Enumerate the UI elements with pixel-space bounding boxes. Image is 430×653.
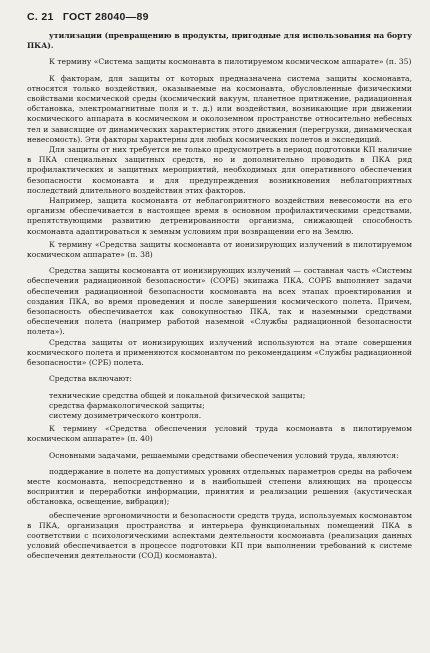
paragraph-main-tasks: Основными задачами, решаемыми средствами обеспечения условий труда, являются: [49,450,399,460]
list-item-technical-means: технические средства общей и локальной физической защиты; [49,390,306,400]
term-reference-work-conditions: К термину «Средства обеспечения условий труда космонавта в пилотируемом космическом аппарате» (п. 40) [27,424,412,444]
paragraph-utilization: утилизации (превращению в продукты, пригодные для использования на борту ПКА). [27,31,412,51]
means-include-heading: Средства включают: [49,374,132,384]
paragraph-protection-measures: Для защиты от них требуется не только предусмотреть в период подготовки КП наличие в ПКА специальных защитных средств, но и дополнительно проводить в ПКА ряд профилактических и защитных мероприятий, необходимых для оперативного обеспечения безопасности космонавта и для предупреждения возникновения неблагоприятных последствий длительного воздействия этих факторов. [27,145,412,195]
list-item-pharmacological-means: средства фармакологической защиты; [49,400,205,410]
page-header [27,11,412,25]
paragraph-environment-parameters: поддержание в полете на допустимых уровнях отдельных параметров среды на рабочем месте космонавта, непосредственно и в наибольшей степени влияющих на процессы восприятия и переработки информации, принятия и реализации решения (акустическая обстановка, освещение, вибрация); [27,466,412,507]
standard-designation: ГОСТ 28040—89 [62,11,149,23]
term-reference-radiation-protection: К термину «Средства защиты космонавта от ионизирующих излучений в пилотируемом космическом аппарате» (п. 38) [27,239,412,260]
page-number: С. 21 [27,11,54,23]
document-body [27,31,412,562]
list-item-dosimetric-control: систему дозиметрического контроля. [49,410,202,420]
paragraph-sorb: Средства защиты космонавта от ионизирующих излучений — составная часть «Системы обеспечения радиационной безопасности» (СОРБ) экипажа ПКА. СОРБ выполняет задачи обеспечения радиационной безопасности космонавта на всех этапах проектирования и создания ПКА, во время проведения и после завершения космического полета. Причем, безопасность обеспечивается как совокупностью ПКА, так и наземными средствами обеспечения полета (например работой наземной «Службы радиационной безопасности полета»). [27,266,412,337]
paragraph-ergonomics: обеспечение эргономичности и безопасности средств труда, используемых космонавтом в ПКА, организация пространства и интерьера функциональных помещений ПКА в соответствии с психологическими аспектами деятельности космонавта (реализация данных условий обеспечивается в процессе подготовки КП при выполнении требований к системе обеспечения деятельности (СОД) космонавта). [27,510,412,561]
paragraph-weightlessness-example: Например, защита космонавта от неблагоприятного воздействия невесомости на его организм обеспечивается в настоящее время в основном профилактическими средствами, препятствующими развитию детренированности организма, снижающей способность космонавта адаптироваться к земным условиям при возвращении его на Землю. [27,196,412,236]
paragraph-srb: Средства защиты от ионизирующих излучений используются на этапе совершения космического полета и применяются космонавтом по рекомендациям «Службы радиационной безопасности» (СРБ) полета. [27,337,412,368]
term-reference-system-protection: К термину «Система защиты космонавта в пилотируемом космическом аппарате» (п. 35) [49,57,412,67]
paragraph-factors: К факторам, для защиты от которых предназначена система защиты космонавта, относятся только воздействия, оказываемые на космонавта, обусловленные физическими свойствами космической среды (космический вакуум, планетное притяжение, радиационная обстановка, электромагнитные поля и т. д.) или воздействия, возникающие при движении космического аппарата в космическом и околоземном пространстве относительно небесных тел и зависящие от динамических характеристик этого движения (перегрузки, динамическая невесомость). Эти факторы характерны для любых космических полетов и экспедиций. [27,73,412,144]
